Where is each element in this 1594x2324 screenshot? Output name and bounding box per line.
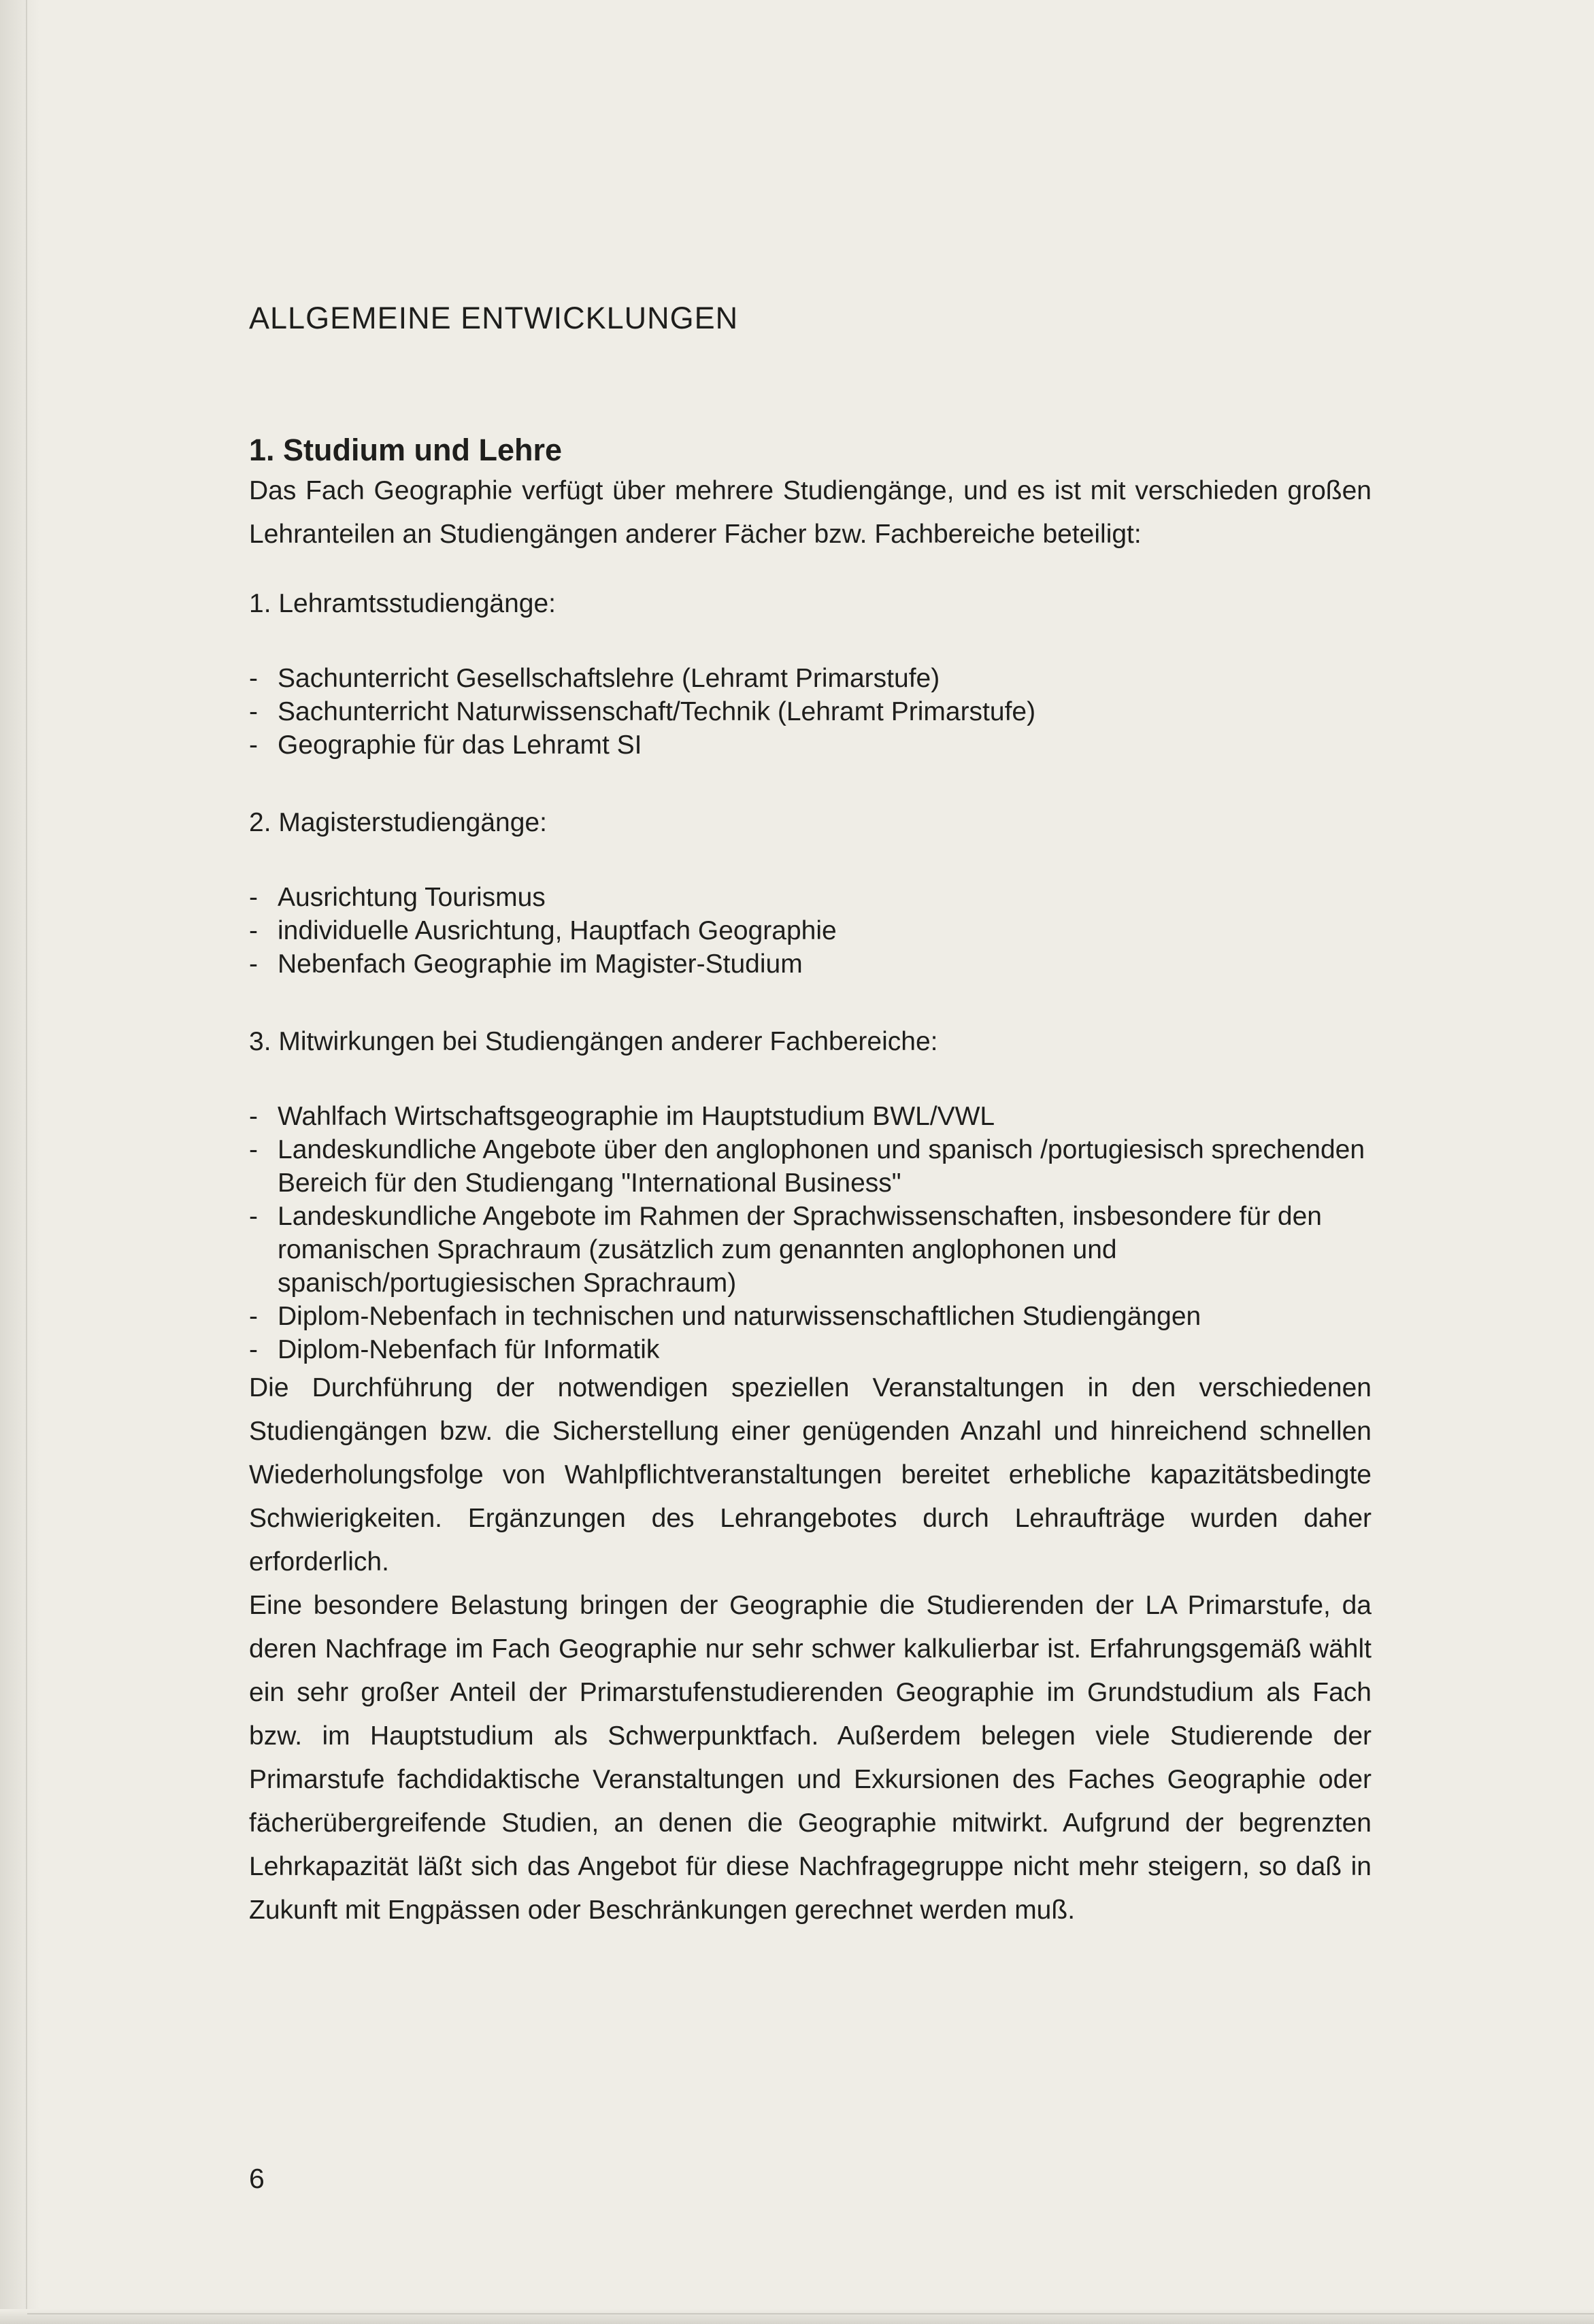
list-heading-lehramt: 1. Lehramtsstudiengänge: — [249, 589, 556, 618]
list-item: - Wahlfach Wirtschaftsgeographie im Hauptstudium BWL/VWL — [249, 1100, 1372, 1133]
list-mitwirkungen — [249, 1100, 1372, 1366]
section-heading: ALLGEMEINE ENTWICKLUNGEN — [249, 301, 739, 335]
list-item: - individuelle Ausrichtung, Hauptfach Geographie — [249, 914, 1372, 947]
page-number: 6 — [249, 2163, 265, 2194]
list-item: - Sachunterricht Naturwissenschaft/Technik (Lehramt Primarstufe) — [249, 695, 1372, 728]
list-item: - Landeskundliche Angebote über den anglophonen und spanisch /portugiesisch sprechenden Bereich für den Studiengang "International Business" — [249, 1133, 1372, 1200]
list-item: - Geographie für das Lehramt SI — [249, 728, 1372, 762]
list-heading-mitwirkungen: 3. Mitwirkungen bei Studiengängen anderer Fachbereiche: — [249, 1027, 938, 1056]
list-item: - Diplom-Nebenfach für Informatik — [249, 1333, 1372, 1366]
subsection-heading: 1. Studium und Lehre — [249, 433, 563, 467]
paragraph-belastung: Eine besondere Belastung bringen der Geographie die Studierenden der LA Primarstufe, da deren Nachfrage im Fach Geographie nur sehr schwer kalkulierbar ist. Erfahrungsgemäß wählt ein sehr großer Anteil der Primarstufenstudierenden Geographie im Grundstudium als Fach bzw. im Hauptstudium als Schwerpunktfach. Außerdem belegen viele Studierende der Primarstufe fachdidaktische Veranstaltungen und Exkursionen des Faches Geographie oder fächerübergreifende Studien, an denen die Geographie mitwirkt. Aufgrund der begrenzten Lehrkapazität läßt sich das Angebot für diese Nachfragegruppe nicht mehr steigern, so daß in Zukunft mit Engpässen oder Beschränkungen gerechnet werden muß. — [249, 1591, 1372, 1925]
paragraph-durchfuehrung: Die Durchführung der notwendigen speziellen Veranstaltungen in den verschiedenen Studiengängen bzw. die Sicherstellung einer genügenden Anzahl und hinreichend schnellen Wiederholungsfolge von Wahlpflichtveranstaltungen bereitet erhebliche kapazitätsbedingte Schwierigkeiten. Ergänzungen des Lehrangebotes durch Lehraufträge wurden daher erforderlich. — [249, 1373, 1372, 1577]
page-content — [249, 299, 1372, 1932]
list-item: - Diplom-Nebenfach in technischen und naturwissenschaftlichen Studiengängen — [249, 1300, 1372, 1333]
page-left-edge — [0, 0, 39, 2324]
page-bottom-edge — [0, 2309, 1594, 2324]
list-magister — [249, 881, 1372, 981]
list-item: - Ausrichtung Tourismus — [249, 881, 1372, 914]
list-lehramt — [249, 662, 1372, 762]
list-heading-magister: 2. Magisterstudiengänge: — [249, 808, 547, 837]
intro-paragraph: Das Fach Geographie verfügt über mehrere Studiengänge, und es ist mit verschieden großen Lehranteilen an Studiengängen anderer Fächer bzw. Fachbereiche beteiligt: — [249, 476, 1372, 549]
list-item: - Nebenfach Geographie im Magister-Studium — [249, 947, 1372, 981]
list-item: - Sachunterricht Gesellschaftslehre (Lehramt Primarstufe) — [249, 662, 1372, 695]
list-item: - Landeskundliche Angebote im Rahmen der Sprachwissenschaften, insbesondere für den romanischen Sprachraum (zusätzlich zum genannten anglophonen und spanisch/portugiesischen Sprachraum) — [249, 1200, 1372, 1300]
